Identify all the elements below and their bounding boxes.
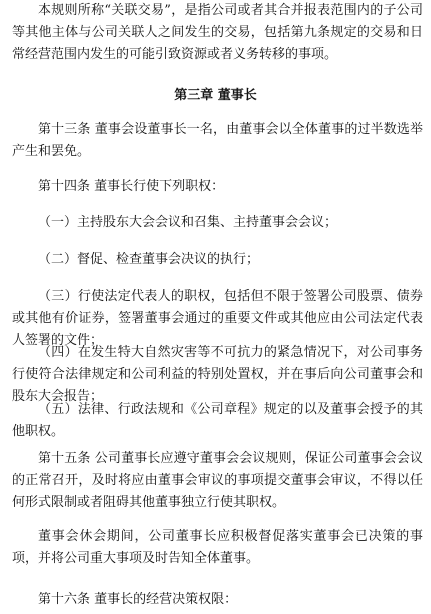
list-item-5: （五）法律、行政法规和《公司章程》规定的以及董事会授予的其他职权。 (12, 402, 423, 439)
list-item-4: （四）在发生特大自然灾害等不可抗力的紧急情况下，对公司事务行使符合法律规定和公司利益的特别处置权，并在事后向公司董事会和股东大会报告； (12, 345, 423, 404)
list-item-1: （一）主持股东大会会议和召集、主持董事会会议； (38, 215, 338, 230)
article-13-paragraph: 第十三条 董事会设董事长一名，由董事会以全体董事的过半数选举产生和罢免。 (12, 122, 423, 159)
board-recess-paragraph: 董事会休会期间，公司董事长应积极督促落实董事会已决策的事项，并将公司重大事项及时告知全体董事。 (12, 529, 423, 566)
article-15-paragraph: 第十五条 公司董事长应遵守董事会会议规则，保证公司董事会会议的正常召开，及时将应由董事会审议的事项提交董事会审议，不得以任何形式限制或者阻碍其他董事独立行使其职权。 (12, 451, 423, 510)
list-item-3: （三）行使法定代表人的职权，包括但不限于签署公司股票、债券或其他有价证券，签署董事会通过的重要文件或其他应由公司法定代表人签署的文件； (12, 289, 423, 348)
list-item-2: （二）督促、检查董事会决议的执行； (38, 252, 260, 267)
article-14-paragraph: 第十四条 董事长行使下列职权： (38, 179, 225, 194)
paragraph-related-transaction-definition: 本规则所称“关联交易”，是指公司或者其合并报表范围内的子公司等其他主体与公司关联人之间发生的交易，包括第九条规定的交易和日常经营范围内发生的可能引致资源或者义务转移的事项。 (12, 3, 423, 62)
chapter-heading: 第三章 董事长 (174, 88, 257, 103)
article-16-paragraph: 第十六条 董事长的经营决策权限： (38, 592, 238, 607)
